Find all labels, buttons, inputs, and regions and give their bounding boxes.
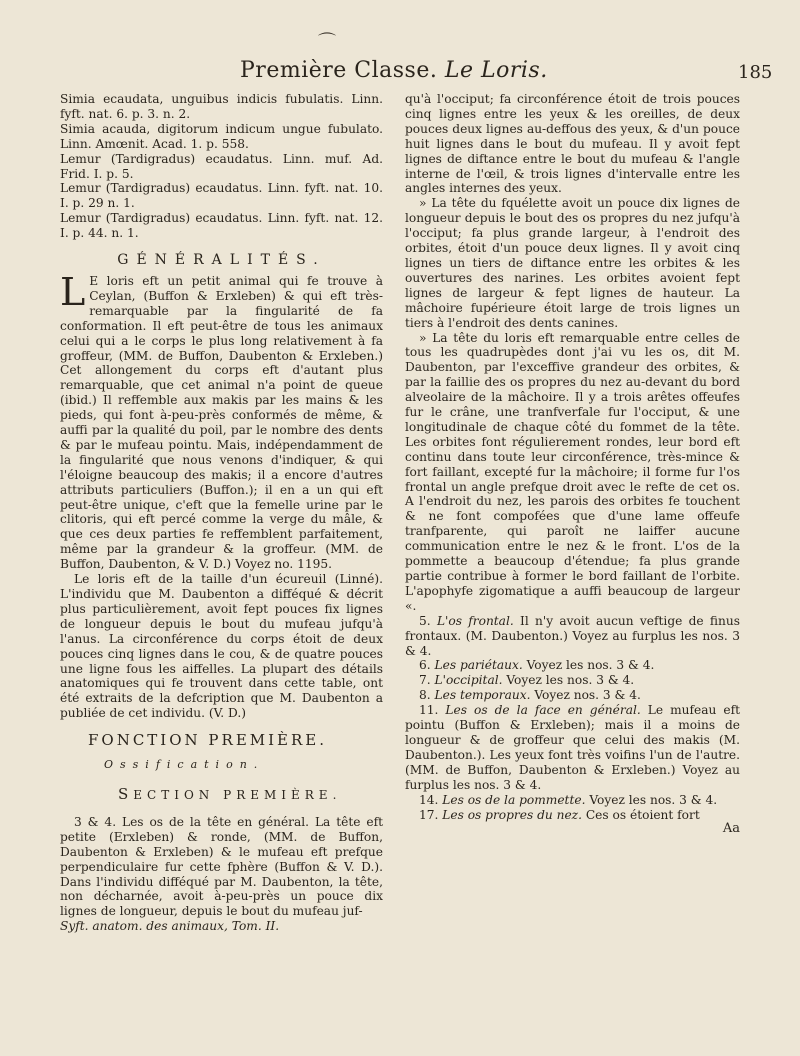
item-occipital <box>405 673 740 688</box>
reference-1: Simia ecaudata, unguibus indicis fubulatis. Linn. fyft. nat. 6. p. 3. n. 2. <box>60 92 383 121</box>
item-number: 5. <box>419 613 431 628</box>
paragraph-tete: 3 & 4. Les os de la tête en général. La tête eft petite (Erxleben) & ronde, (MM. de Buffon, Daubenton & Erxleben) & le mufeau eft prefque perpendiculaire fur cette fphère (Buffon & V. D.). Dans l'individu difféqué par M. Daubenton, la tête, non décharnée, avoit à-peu-près un pouce dix lignes de longueur, depuis le bout du mufeau juf- <box>60 814 383 919</box>
running-header <box>0 54 800 84</box>
paragraph-occiput: qu'à l'occiput; fa circonférence étoit de trois pouces cinq lignes entre les yeux & les oreilles, de deux pouces deux lignes au-deffous des yeux, & d'un pouce huit lignes dans le bout du mufeau. Il y avoit fept lignes de diftance entre le bout du mufeau & l'angle interne de l'œil, & trois lignes d'intervalle entre les angles internes des yeux. <box>405 92 740 196</box>
item-os-face <box>405 703 740 792</box>
section-heading <box>118 784 383 803</box>
item-os-nez <box>405 808 740 823</box>
reference-4: Lemur (Tardigradus) ecaudatus. Linn. fyft. nat. 10. I. p. 29 n. 1. <box>60 181 383 211</box>
paragraph-taille: Le loris eft de la taille d'un écureuil (Linné). L'individu que M. Daubenton a difféqué & décrit plus particulièrement, avoit fept pouces fix lignes de longueur depuis le bout du mufeau jufqu'à l'anus. La circonférence du corps étoit de deux pouces cinq lignes dans le cou, & de quatre pouces une ligne fous les aiffelles. La plupart des détails anatomiques qui fe trouvent dans cette table, ont été extraits de la defcription que M. Daubenton a publiée de cet individu. (V. D.) <box>60 572 383 721</box>
drop-cap: L <box>60 269 86 314</box>
signature-mark: Aa <box>722 821 740 837</box>
item-label: Les os de la pommette. <box>442 792 586 807</box>
item-os-frontal <box>405 614 740 659</box>
item-text: Voyez les nos. 3 & 4. <box>589 792 718 807</box>
generalites-text: E loris eft un petit animal qui fe trouve à Ceylan, (Buffon & Erxleben) & qui eft très-remarquable par la fingularité de fa conformation. Il eft peut-être de tous les animaux celui qui a le corps le plus long relativement à fa groffeur, (MM. de Buffon, Daubenton & Erxleben.) Cet allongement du corps eft d'autant plus remarquable, que cet animal n'a point de queue (ibid.) Il reffemble aux makis par les mains & les pieds, qui font à-peu-près conformés de même, & auffi par la qualité du poil, par le nombre des dents & par le mufeau pointu. Mais, indépendamment de la fingularité que nous venons d'indiquer, & qui l'éloigne beaucoup des makis; il a encore d'autres attributs particuliers (Buffon.); il en a un qui eft peut-être unique, c'eft que la femelle urine par le clitoris, qui eft percé comme la verge du mâle, & que ces deux parties fe reffemblent parfaitement, même par la grandeur & la groffeur. (MM. de Buffon, Daubenton, & V. D.) Voyez no. 1195. <box>60 273 383 572</box>
section-initial: S <box>118 784 134 803</box>
paragraph-squelette: » La tête du fquélette avoit un pouce dix lignes de longueur depuis le bout des os propres du nez jufqu'à l'occiput; fa plus grande largeur, à l'endroit des orbites, étoit d'un pouce deux lignes. Il y avoit cinq lignes un tiers de diftance entre les orbites & les ouvertures des narines. Les orbites avoient fept lignes de largeur & fept lignes de hauteur. La mâchoire fupérieure étoit large de trois lignes un tiers à l'endroit des dents canines. <box>405 196 740 330</box>
item-parietaux <box>405 658 740 673</box>
page-title <box>240 58 548 83</box>
item-text: Le mufeau eft pointu (Buffon & Erxleben); mais il a moins de longueur & de groffeur que celui des makis (M. Daubenton.). Les yeux font très voifins l'un de l'autre. (MM. de Buffon, Daubenton & Erxleben.) Voyez au furplus les nos. 3 & 4. <box>405 703 740 792</box>
item-label: Les pariétaux. <box>434 658 523 673</box>
section-rest: ECTION PREMIÈRE. <box>133 787 342 802</box>
item-text: Voyez nos. 3 & 4. <box>534 688 641 703</box>
item-number: 6. <box>419 658 431 673</box>
reference-2: Simia acauda, digitorum indicum ungue fubulato. Linn. Amœnit. Acad. 1. p. 558. <box>60 121 383 151</box>
item-text: Ces os étoient fort <box>585 807 700 822</box>
ornament-mark: ⌒ <box>318 32 336 53</box>
item-label: Les os propres du nez. <box>442 807 582 822</box>
item-label: Les temporaux. <box>434 688 531 703</box>
signature-footer: Syft. anatom. des animaux, Tom. II. <box>60 919 280 934</box>
title-italic: Le Loris. <box>444 58 548 83</box>
left-column <box>60 92 383 934</box>
item-label: L'occipital. <box>434 673 503 688</box>
title-main: Première Classe. <box>240 58 438 83</box>
item-label: L'os frontal. <box>436 613 514 628</box>
reference-5: Lemur (Tardigradus) ecaudatus. Linn. fyft. nat. 12. I. p. 44. n. 1. <box>60 211 383 241</box>
reference-3: Lemur (Tardigradus) ecaudatus. Linn. muf. Ad. Frid. I. p. 5. <box>60 151 383 181</box>
item-number: 14. <box>419 792 439 807</box>
right-column <box>405 92 740 837</box>
item-text: Voyez les nos. 3 & 4. <box>526 658 655 673</box>
generalites-paragraph <box>60 269 383 572</box>
item-text: Voyez les nos. 3 & 4. <box>506 673 635 688</box>
page-number: 185 <box>738 62 773 83</box>
item-number: 7. <box>419 673 431 688</box>
ossification-heading: Ossification. <box>104 758 265 772</box>
item-number: 11. <box>419 703 439 718</box>
item-number: 17. <box>419 807 439 822</box>
item-pommette <box>405 793 740 808</box>
item-text: Il n'y avoit aucun veftige de finus frontaux. (M. Daubenton.) Voyez au furplus les nos. 3 & 4. <box>405 613 741 658</box>
item-label: Les os de la face en général. <box>445 703 641 718</box>
generalites-heading: GÉNÉRALITÉS. <box>117 252 326 269</box>
item-temporaux <box>405 688 740 703</box>
paragraph-remarquable: » La tête du loris eft remarquable entre celles de tous les quadrupèdes dont j'ai vu les os, dit M. Daubenton, par l'exceffive grandeur des orbites, & par la faillie des os propres du nez au-devant du bord alveolaire de la mâchoire. Il y a trois arêtes offeufes fur le crâne, une tranfverfale fur l'occiput, & une longitudinale de chaque côté du fommet de la tête. Les orbites font régulierement rondes, leur bord eft continu dans toute leur circonférence, très-mince & fort faillant, excepté fur la mâchoire; il forme fur l'os frontal un angle prefque droit avec le refte de cet os. A l'endroit du nez, les parois des orbites fe touchent & ne font compofées que d'une lame offeufe tranfparente, qui paroît ne laiffer aucune communication entre le nez & le front. L'os de la pommette a beaucoup d'étendue; fa plus grande partie contribue à former le bord faillant de l'orbite. L'apophyfe zigomatique a auffi beaucoup de largeur «. <box>405 330 740 613</box>
fonction-heading: FONCTION PREMIÈRE. <box>88 731 328 750</box>
item-number: 8. <box>419 688 431 703</box>
